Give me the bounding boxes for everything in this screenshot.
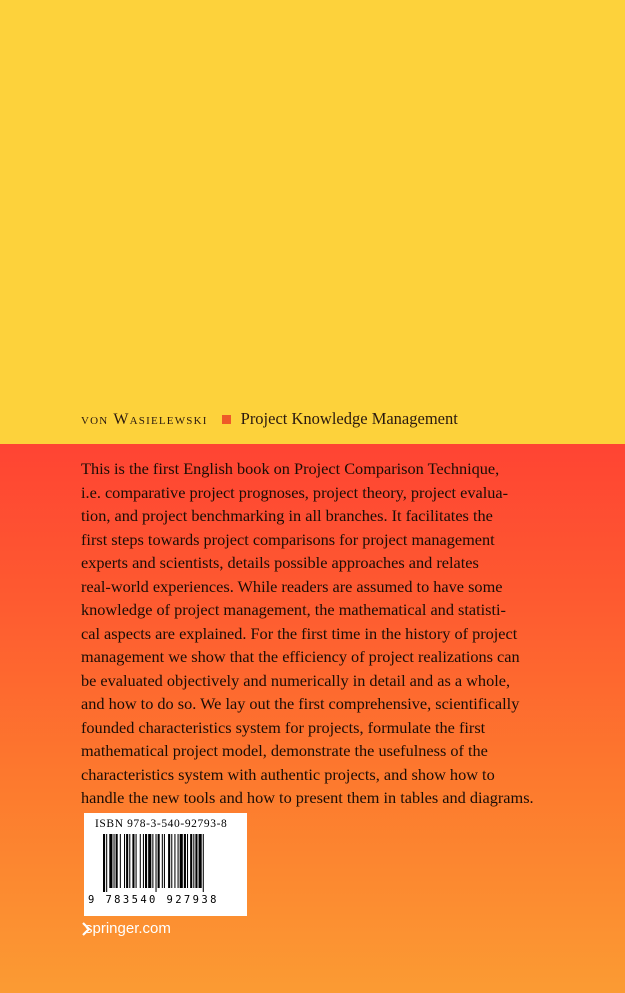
description-line: experts and scientists, details possible approaches and relates bbox=[81, 553, 479, 572]
description-line: be evaluated objectively and numerically in detail and as a whole, bbox=[81, 670, 511, 690]
barcode-bar bbox=[158, 834, 160, 888]
description-line: This is the first English book on Project Comparison Technique, bbox=[81, 459, 500, 478]
separator-square-icon bbox=[222, 415, 231, 424]
barcode-bar bbox=[203, 834, 204, 892]
barcode-bar bbox=[136, 834, 137, 888]
upper-cover-band bbox=[0, 0, 625, 444]
barcode-bar bbox=[124, 834, 125, 888]
barcode-bar bbox=[143, 834, 144, 888]
description-line: knowledge of project management, the mathematical and statisti- bbox=[81, 600, 506, 619]
barcode-bar bbox=[193, 834, 194, 888]
barcode-bar bbox=[199, 834, 202, 888]
barcode-bar bbox=[132, 834, 134, 888]
barcode-bar bbox=[184, 834, 186, 888]
barcode-bar bbox=[156, 834, 157, 892]
book-title: Project Knowledge Management bbox=[240, 409, 458, 428]
description-line: cal aspects are explained. For the first time in the history of project bbox=[81, 623, 518, 643]
barcode-bar bbox=[120, 834, 121, 888]
barcode-bar bbox=[162, 834, 163, 888]
author-name: von Wasielewski bbox=[81, 411, 208, 428]
barcode-bar bbox=[145, 834, 147, 888]
barcode-bar bbox=[116, 834, 118, 888]
barcode-bar bbox=[129, 834, 130, 888]
description-line: mathematical project model, demonstrate the usefulness of the bbox=[81, 741, 488, 760]
barcode-bar bbox=[190, 834, 192, 888]
book-description bbox=[81, 457, 551, 810]
barcode-bar bbox=[148, 834, 151, 888]
barcode-bar bbox=[114, 834, 115, 888]
description-line: tion, and project benchmarking in all branches. It facilitates the bbox=[81, 506, 493, 525]
description-line: characteristics system with authentic projects, and show how to bbox=[81, 764, 495, 784]
barcode-digits: 9 783540 927938 bbox=[88, 894, 219, 906]
barcode-bar bbox=[106, 834, 107, 892]
barcode-bar bbox=[180, 834, 183, 888]
barcode-bar bbox=[164, 834, 165, 888]
barcode-bar bbox=[195, 834, 197, 888]
barcode-bar bbox=[174, 834, 175, 888]
barcode-icon bbox=[103, 834, 239, 892]
publisher-url[interactable]: springer.com bbox=[85, 920, 171, 937]
barcode-bar bbox=[187, 834, 188, 888]
barcode-bar bbox=[152, 834, 153, 888]
description-line: real-world experiences. While readers are assumed to have some bbox=[81, 576, 503, 596]
isbn-label: ISBN 978-3-540-92793-8 bbox=[95, 818, 228, 830]
barcode-bar bbox=[109, 834, 112, 888]
description-line: first steps towards project comparisons for project management bbox=[81, 529, 495, 549]
byline bbox=[81, 409, 458, 429]
barcode-bar bbox=[126, 834, 128, 888]
description-line: handle the new tools and how to present them in tables and diagrams. bbox=[81, 788, 534, 807]
description-line: founded characteristics system for projects, formulate the first bbox=[81, 717, 486, 737]
barcode-bar bbox=[168, 834, 170, 888]
barcode-bar bbox=[178, 834, 179, 888]
barcode-bar bbox=[171, 834, 172, 888]
description-line: and how to do so. We lay out the first comprehensive, scientifically bbox=[81, 694, 520, 713]
description-line: management we show that the efficiency of project realizations can bbox=[81, 647, 520, 666]
barcode-bar bbox=[103, 834, 105, 892]
description-line: i.e. comparative project prognoses, project theory, project evalua- bbox=[81, 482, 509, 502]
barcode-bar bbox=[140, 834, 141, 888]
